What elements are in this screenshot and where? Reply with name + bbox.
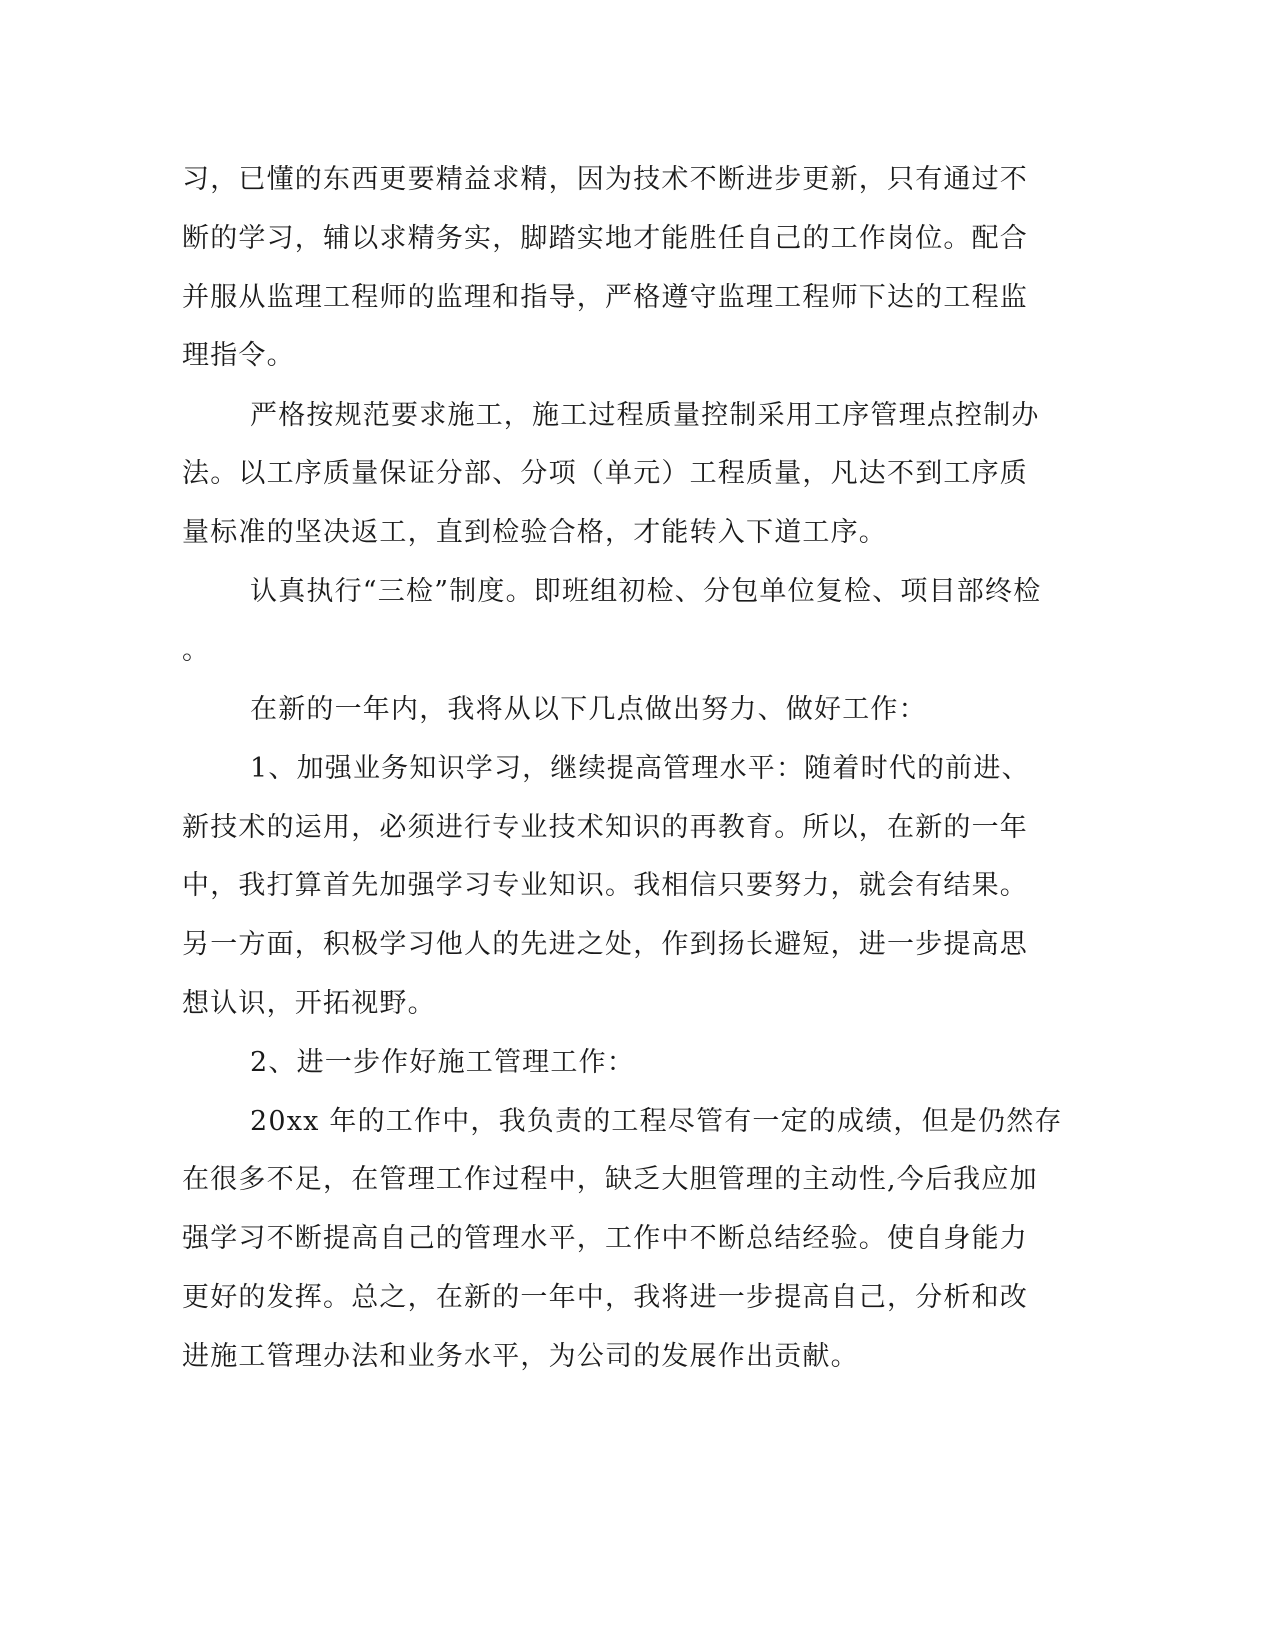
text-line: [0, 219, 1275, 259]
text-line: [0, 984, 1275, 1024]
paragraph-1-line-2: 断的学习，辅以求精务实，脚踏实地才能胜任自己的工作岗位。配合: [182, 223, 1028, 254]
paragraph-2-line-2: 法。以工序质量保证分部、分项（单元）工程质量，凡达不到工序质: [182, 458, 1028, 489]
text-line: [0, 690, 1275, 730]
text-line: [0, 336, 1275, 376]
paragraph-5-line-4: 另一方面，积极学习他人的先进之处，作到扬长避短，进一步提高思: [182, 929, 1028, 960]
text-line: [0, 1043, 1275, 1083]
text-line: [0, 808, 1275, 848]
paragraph-1-line-3: 并服从监理工程师的监理和指导，严格遵守监理工程师下达的工程监: [182, 282, 1028, 313]
paragraph-7-line-5: 进施工管理办法和业务水平，为公司的发展作出贡献。: [182, 1341, 859, 1372]
paragraph-3-line-2: 。: [182, 635, 211, 666]
text-line: [0, 925, 1275, 965]
paragraph-6-line-1: 2、进一步作好施工管理工作：: [250, 1047, 635, 1078]
paragraph-5-line-5: 想认识，开拓视野。: [182, 988, 436, 1019]
paragraph-1-line-4: 理指令。: [182, 340, 295, 371]
text-line: [0, 631, 1275, 671]
paragraph-5-line-3: 中，我打算首先加强学习专业知识。我相信只要努力，就会有结果。: [182, 870, 1028, 901]
paragraph-5-line-1: 1、加强业务知识学习，继续提高管理水平：随着时代的前进、: [250, 753, 1030, 784]
paragraph-7-line-3: 强学习不断提高自己的管理水平，工作中不断总结经验。使自身能力: [182, 1223, 1028, 1254]
text-line: [0, 866, 1275, 906]
paragraph-3-line-1: 认真执行“三检”制度。即班组初检、分包单位复检、项目部终检: [250, 576, 1042, 607]
paragraph-2-line-1: 严格按规范要求施工，施工过程质量控制采用工序管理点控制办: [250, 400, 1040, 431]
text-line: [0, 396, 1275, 436]
text-line: [0, 278, 1275, 318]
paragraph-1-line-1: 习，已懂的东西更要精益求精，因为技术不断进步更新，只有通过不: [182, 164, 1028, 195]
text-line: [0, 1160, 1275, 1200]
paragraph-2-line-3: 量标准的坚决返工，直到检验合格，才能转入下道工序。: [182, 517, 887, 548]
text-line: [0, 572, 1275, 612]
paragraph-4-line-1: 在新的一年内，我将从以下几点做出努力、做好工作：: [250, 694, 927, 725]
text-line: [0, 513, 1275, 553]
text-line: [0, 160, 1275, 200]
text-line: [0, 1219, 1275, 1259]
paragraph-7-line-2: 在很多不足，在管理工作过程中，缺乏大胆管理的主动性,今后我应加: [182, 1164, 1038, 1195]
text-line: [0, 749, 1275, 789]
paragraph-7-line-4: 更好的发挥。总之，在新的一年中，我将进一步提高自己，分析和改: [182, 1282, 1028, 1313]
text-line: [0, 1102, 1275, 1142]
text-line: [0, 454, 1275, 494]
text-line: [0, 1278, 1275, 1318]
text-line: [0, 1337, 1275, 1377]
paragraph-5-line-2: 新技术的运用，必须进行专业技术知识的再教育。所以，在新的一年: [182, 812, 1028, 843]
paragraph-7-line-1: 20xx 年的工作中，我负责的工程尽管有一定的成绩，但是仍然存: [250, 1106, 1063, 1137]
